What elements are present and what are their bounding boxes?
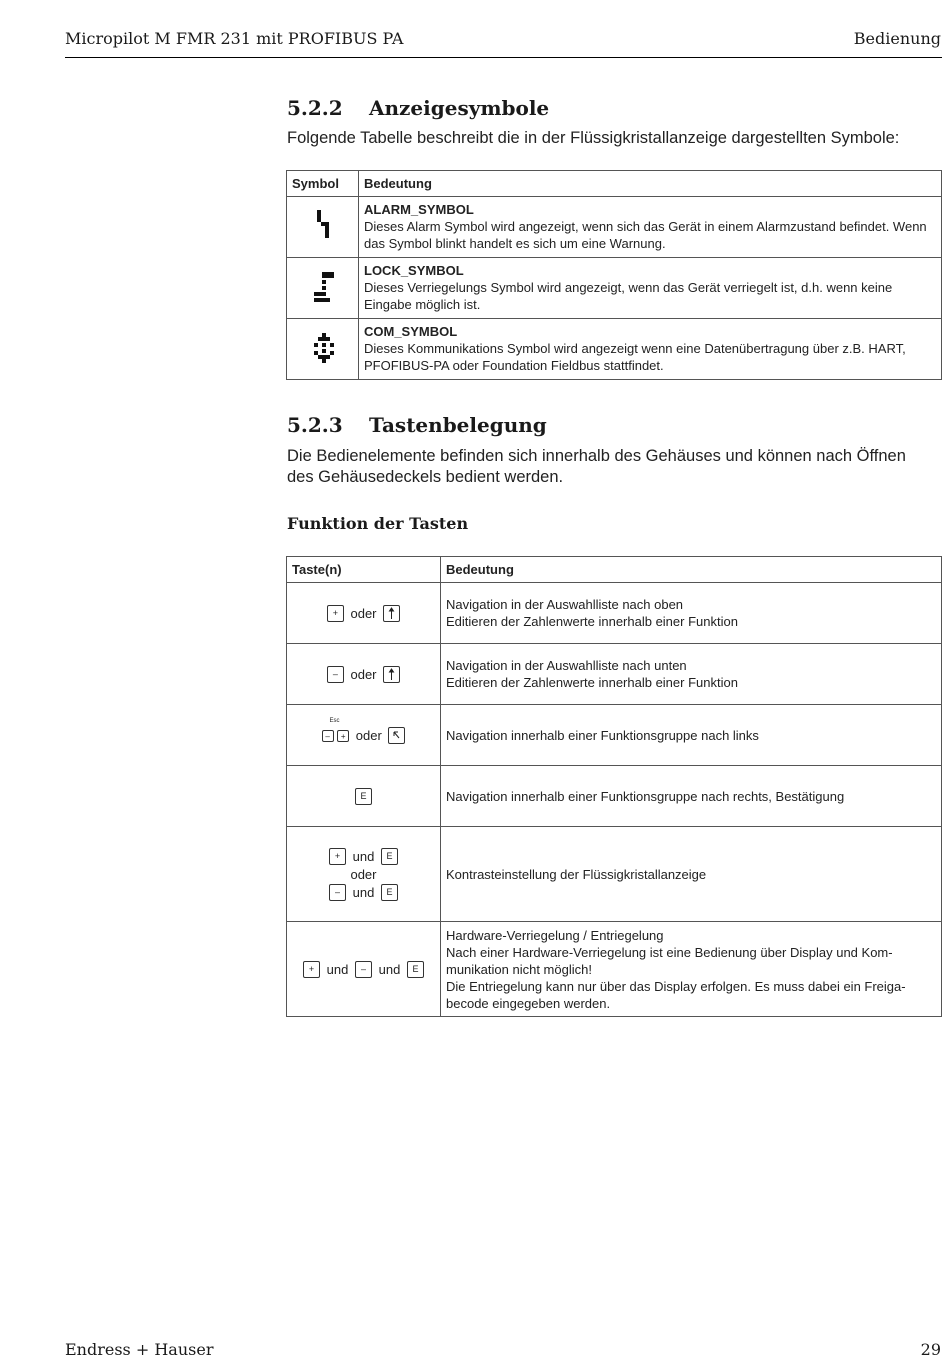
meaning-line: Hardware-Verriegelung / Entriegelung xyxy=(446,927,664,943)
meaning-line: Navigation innerhalb einer Funktionsgruppe nach links xyxy=(446,727,759,743)
minus-key-icon: – xyxy=(329,884,346,901)
key-combination xyxy=(287,766,441,827)
meaning-line: Die Entriegelung kann nur über das Display erfolgen. Es muss dabei ein Freiga-becode eingegeben werden. xyxy=(446,978,906,1011)
table-row xyxy=(287,583,942,644)
minus-key-icon: – xyxy=(322,730,334,742)
key-function-table xyxy=(286,556,942,1017)
symbol-name: LOCK_SYMBOL xyxy=(364,263,464,278)
connector-word: und xyxy=(352,885,375,901)
meaning-line: Kontrasteinstellung der Flüssigkristallanzeige xyxy=(446,866,707,882)
symbol-description: Dieses Alarm Symbol wird angezeigt, wenn sich das Gerät in einem Alarmzustand befindet. Wenn das Symbol blinkt handelt es sich um eine Warnung. xyxy=(364,219,927,251)
table-row xyxy=(287,922,942,1017)
header-divider xyxy=(65,57,942,58)
plus-key-icon: + xyxy=(337,730,349,742)
meaning-line: Editieren der Zahlenwerte innerhalb einer Funktion xyxy=(446,675,738,690)
minus-key-icon: – xyxy=(327,666,344,683)
table-row xyxy=(287,197,942,258)
symbol-table xyxy=(286,170,942,380)
symbol-description: Dieses Kommunikations Symbol wird angezeigt wenn eine Datenübertragung über z.B. HART, PFOFIBUS-PA oder Foundation Fieldbus stattfindet. xyxy=(364,341,906,373)
table-header-row xyxy=(287,171,942,197)
back-arrow-key-icon xyxy=(388,727,405,744)
connector-word: oder xyxy=(350,867,377,883)
plus-key-icon: + xyxy=(329,848,346,865)
meaning-line: Nach einer Hardware-Verriegelung ist eine Bedienung über Display und Kom-munikation nicht möglich! xyxy=(446,944,893,977)
alarm-symbol-icon xyxy=(287,197,359,258)
connector-word: oder xyxy=(350,666,377,682)
connector-word: und xyxy=(352,848,375,864)
connector-word: oder xyxy=(350,605,377,621)
section-number: 5.2.3 xyxy=(287,413,343,437)
enter-key-icon: E xyxy=(355,788,372,805)
column-header-keys: Taste(n) xyxy=(287,557,441,583)
meaning-line: Editieren der Zahlenwerte innerhalb einer Funktion xyxy=(446,614,738,629)
section-intro: Folgende Tabelle beschreibt die in der Flüssigkristallanzeige dargestellten Symbole: xyxy=(287,129,900,147)
key-combination xyxy=(287,922,441,1017)
key-combination xyxy=(287,827,441,922)
escape-key-combination xyxy=(322,717,350,743)
table-row xyxy=(287,766,942,827)
subheading: Funktion der Tasten xyxy=(287,514,469,533)
key-combination xyxy=(287,644,441,705)
enter-key-icon: E xyxy=(381,848,398,865)
arrow-up-key-icon xyxy=(383,605,400,622)
symbol-name: ALARM_SYMBOL xyxy=(364,202,474,217)
key-combination xyxy=(287,705,441,766)
com-symbol-icon xyxy=(287,319,359,380)
section-title: Anzeigesymbole xyxy=(369,96,550,120)
table-row xyxy=(287,827,942,922)
page-number: 29 xyxy=(920,1340,941,1359)
lock-symbol-icon xyxy=(287,258,359,319)
plus-key-icon: + xyxy=(303,961,320,978)
esc-label: Esc xyxy=(329,717,340,724)
header-chapter: Bedienung xyxy=(853,29,941,48)
header-document-title: Micropilot M FMR 231 mit PROFIBUS PA xyxy=(65,29,404,48)
connector-word: und xyxy=(378,961,401,977)
section-heading-tastenbelegung xyxy=(287,413,547,437)
connector-word: oder xyxy=(355,727,382,743)
meaning-line: Navigation innerhalb einer Funktionsgruppe nach rechts, Bestätigung xyxy=(446,788,845,804)
symbol-description: Dieses Verriegelungs Symbol wird angezeigt, wenn das Gerät verriegelt ist, d.h. wenn keine Eingabe möglich ist. xyxy=(364,280,893,312)
symbol-name: COM_SYMBOL xyxy=(364,324,458,339)
section-number: 5.2.2 xyxy=(287,96,343,120)
key-combination xyxy=(287,583,441,644)
footer-company: Endress + Hauser xyxy=(65,1340,214,1359)
table-row xyxy=(287,705,942,766)
enter-key-icon: E xyxy=(381,884,398,901)
minus-key-icon: – xyxy=(355,961,372,978)
meaning-line: Navigation in der Auswahlliste nach unten xyxy=(446,658,687,673)
plus-key-icon: + xyxy=(327,605,344,622)
enter-key-icon: E xyxy=(407,961,424,978)
column-header-symbol: Symbol xyxy=(287,171,359,197)
section-heading-anzeigesymbole xyxy=(287,96,549,120)
table-row xyxy=(287,319,942,380)
column-header-meaning: Bedeutung xyxy=(441,557,942,583)
table-row xyxy=(287,644,942,705)
table-row xyxy=(287,258,942,319)
section-intro: Die Bedienelemente befinden sich innerhalb des Gehäuses und können nach Öffnen des Gehäusedeckels bedient werden. xyxy=(287,447,906,486)
meaning-line: Navigation in der Auswahlliste nach oben xyxy=(446,597,684,612)
table-header-row xyxy=(287,557,942,583)
connector-word: und xyxy=(326,961,349,977)
column-header-meaning: Bedeutung xyxy=(359,171,942,197)
arrow-up-key-icon xyxy=(383,666,400,683)
section-title: Tastenbelegung xyxy=(369,413,547,437)
